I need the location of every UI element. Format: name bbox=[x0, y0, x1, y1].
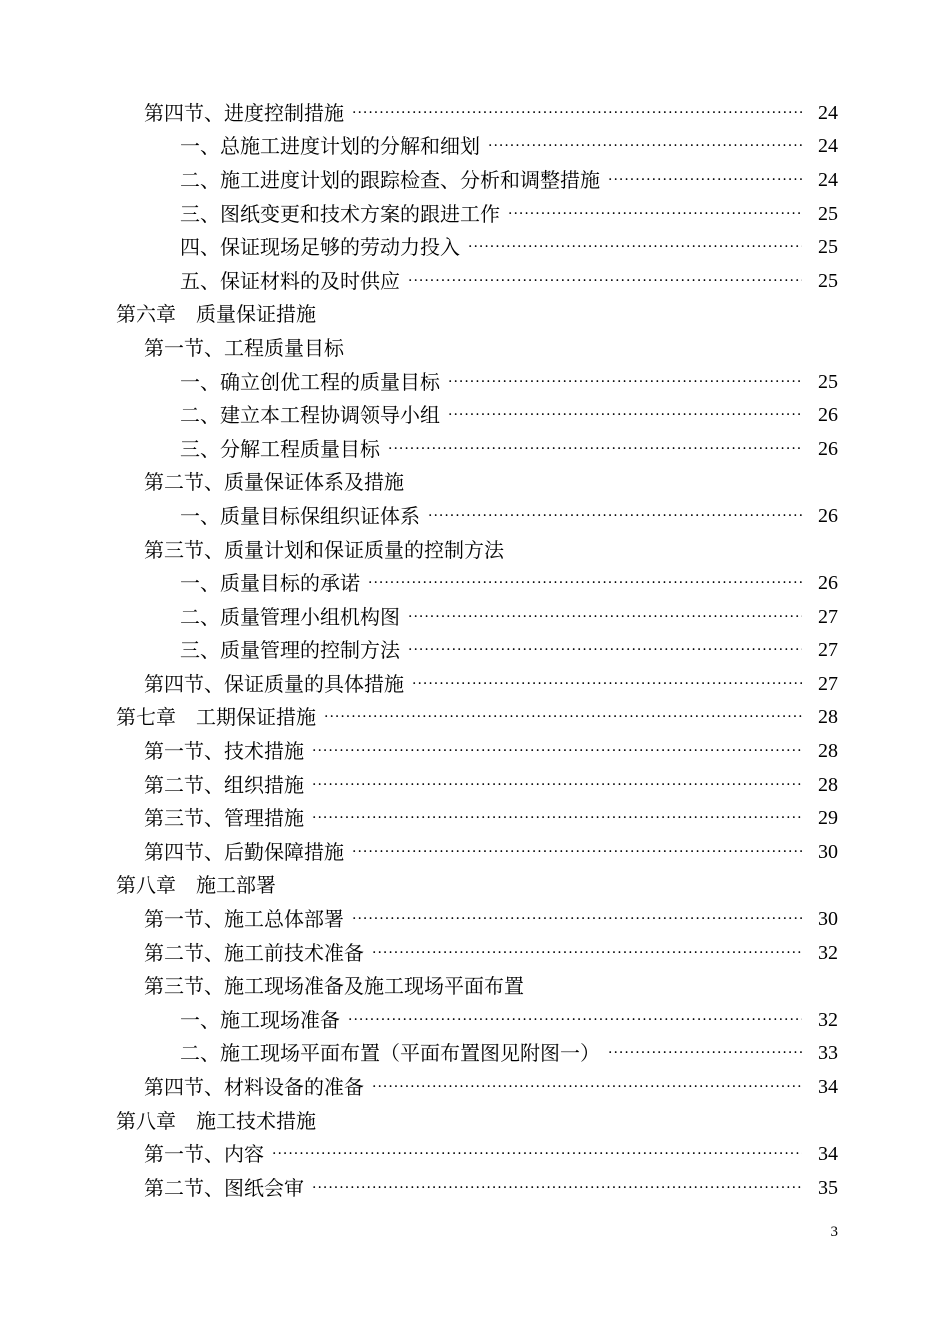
toc-entry bbox=[0, 365, 950, 399]
toc-entry-label: 五、保证材料的及时供应 bbox=[180, 268, 400, 293]
toc-entry-page: 34 bbox=[818, 1076, 838, 1099]
toc-entry-page: 32 bbox=[818, 1008, 838, 1031]
toc-entry-label: 三、质量管理的控制方法 bbox=[180, 638, 400, 663]
toc-leader-dots bbox=[352, 909, 802, 929]
toc-entry bbox=[0, 398, 950, 432]
toc-leader-dots bbox=[348, 1010, 802, 1030]
toc-entry-page: 32 bbox=[818, 941, 838, 964]
toc-entry-label: 第二节、组织措施 bbox=[144, 772, 304, 797]
toc-entry-label: 第一节、内容 bbox=[144, 1142, 264, 1167]
toc-entry-page: 26 bbox=[818, 404, 838, 427]
toc-entry-label: 第八章 施工部署 bbox=[116, 873, 276, 898]
toc-entry-label: 第一节、工程质量目标 bbox=[144, 335, 344, 360]
toc-leader-dots bbox=[408, 271, 802, 291]
toc-entry-label: 一、确立创优工程的质量目标 bbox=[180, 369, 440, 394]
toc-leader-dots bbox=[388, 439, 802, 459]
toc-entry-label: 三、图纸变更和技术方案的跟进工作 bbox=[180, 201, 500, 226]
toc-leader-dots bbox=[312, 1178, 802, 1198]
toc-entry bbox=[0, 331, 950, 365]
toc-entry-label: 一、总施工进度计划的分解和细划 bbox=[180, 134, 480, 159]
toc-entry-label: 一、质量目标的承诺 bbox=[180, 571, 360, 596]
toc-leader-dots bbox=[428, 506, 802, 526]
toc-entry-page: 27 bbox=[818, 672, 838, 695]
toc-entry-page: 24 bbox=[818, 135, 838, 158]
toc-leader-dots bbox=[508, 204, 802, 224]
toc-entry-label: 第四节、进度控制措施 bbox=[144, 100, 344, 125]
toc-leader-dots bbox=[324, 707, 802, 727]
toc-entry bbox=[0, 130, 950, 164]
toc-entry-page: 30 bbox=[818, 908, 838, 931]
toc-entry-label: 二、施工进度计划的跟踪检查、分析和调整措施 bbox=[180, 167, 600, 192]
toc-entry-label: 第三节、管理措施 bbox=[144, 806, 304, 831]
toc-entry bbox=[0, 969, 950, 1003]
toc-entry bbox=[0, 1003, 950, 1037]
toc-entry bbox=[0, 600, 950, 634]
toc-entry-page: 25 bbox=[818, 269, 838, 292]
toc-leader-dots bbox=[468, 237, 802, 257]
toc-entry-page: 28 bbox=[818, 706, 838, 729]
toc-entry-label: 一、质量目标保组织证体系 bbox=[180, 503, 420, 528]
toc-entry bbox=[0, 432, 950, 466]
toc-entry-label: 第三节、施工现场准备及施工现场平面布置 bbox=[144, 974, 524, 999]
toc-entry-label: 第二节、质量保证体系及措施 bbox=[144, 470, 404, 495]
toc-leader-dots bbox=[312, 775, 802, 795]
toc-leader-dots bbox=[312, 741, 802, 761]
toc-entry bbox=[0, 634, 950, 668]
toc-entry bbox=[0, 734, 950, 768]
toc-entry bbox=[0, 566, 950, 600]
toc-entry-label: 二、建立本工程协调领导小组 bbox=[180, 403, 440, 428]
toc-leader-dots bbox=[368, 573, 802, 593]
toc-entry-label: 二、质量管理小组机构图 bbox=[180, 604, 400, 629]
toc-entry bbox=[0, 1137, 950, 1171]
toc-entry-page: 28 bbox=[818, 773, 838, 796]
toc-entry bbox=[0, 466, 950, 500]
toc-entry-label: 一、施工现场准备 bbox=[180, 1007, 340, 1032]
toc-entry-page: 26 bbox=[818, 572, 838, 595]
toc-leader-dots bbox=[272, 1144, 802, 1164]
toc-entry-page: 29 bbox=[818, 807, 838, 830]
toc-entry bbox=[0, 835, 950, 869]
toc-entry-label: 第七章 工期保证措施 bbox=[116, 705, 316, 730]
toc-entry bbox=[0, 667, 950, 701]
toc-leader-dots bbox=[408, 607, 802, 627]
toc-entry bbox=[0, 298, 950, 332]
toc-entry-page: 34 bbox=[818, 1143, 838, 1166]
toc-entry-page: 30 bbox=[818, 840, 838, 863]
toc-entry-label: 第四节、后勤保障措施 bbox=[144, 839, 344, 864]
toc-entry-label: 第三节、质量计划和保证质量的控制方法 bbox=[144, 537, 504, 562]
page-number: 3 bbox=[830, 1224, 838, 1240]
toc-entry bbox=[0, 768, 950, 802]
toc-entry bbox=[0, 499, 950, 533]
toc-entry bbox=[0, 801, 950, 835]
toc-entry bbox=[0, 701, 950, 735]
toc-entry-page: 25 bbox=[818, 236, 838, 259]
toc-entry bbox=[0, 1171, 950, 1205]
toc-leader-dots bbox=[412, 674, 802, 694]
toc-entry bbox=[0, 936, 950, 970]
toc-entry-page: 24 bbox=[818, 168, 838, 191]
toc-leader-dots bbox=[448, 405, 802, 425]
toc-entry-page: 33 bbox=[818, 1042, 838, 1065]
toc-entry-page: 26 bbox=[818, 437, 838, 460]
toc-entry-label: 第一节、施工总体部署 bbox=[144, 907, 344, 932]
toc-entry-label: 二、施工现场平面布置（平面布置图见附图一） bbox=[180, 1041, 600, 1066]
toc-entry bbox=[0, 1104, 950, 1138]
toc-entry bbox=[0, 1037, 950, 1071]
toc-leader-dots bbox=[372, 1077, 802, 1097]
toc-entry-label: 第六章 质量保证措施 bbox=[116, 302, 316, 327]
toc-leader-dots bbox=[352, 842, 802, 862]
toc-entry bbox=[0, 264, 950, 298]
toc-entry bbox=[0, 869, 950, 903]
table-of-contents bbox=[0, 96, 950, 1205]
toc-entry-page: 26 bbox=[818, 504, 838, 527]
toc-entry bbox=[0, 230, 950, 264]
toc-leader-dots bbox=[608, 170, 802, 190]
toc-entry-label: 第八章 施工技术措施 bbox=[116, 1108, 316, 1133]
toc-entry bbox=[0, 197, 950, 231]
toc-leader-dots bbox=[408, 640, 802, 660]
toc-entry-page: 27 bbox=[818, 639, 838, 662]
toc-leader-dots bbox=[448, 372, 802, 392]
toc-entry-page: 25 bbox=[818, 202, 838, 225]
toc-entry-label: 第四节、材料设备的准备 bbox=[144, 1075, 364, 1100]
toc-leader-dots bbox=[608, 1043, 802, 1063]
toc-entry bbox=[0, 1070, 950, 1104]
toc-entry bbox=[0, 902, 950, 936]
toc-entry-label: 第一节、技术措施 bbox=[144, 739, 304, 764]
toc-entry-page: 27 bbox=[818, 605, 838, 628]
toc-entry-label: 三、分解工程质量目标 bbox=[180, 436, 380, 461]
toc-entry-label: 第二节、施工前技术准备 bbox=[144, 940, 364, 965]
toc-leader-dots bbox=[312, 808, 802, 828]
toc-entry-page: 28 bbox=[818, 740, 838, 763]
toc-entry bbox=[0, 163, 950, 197]
toc-entry bbox=[0, 533, 950, 567]
toc-entry-page: 35 bbox=[818, 1176, 838, 1199]
toc-leader-dots bbox=[372, 943, 802, 963]
toc-entry-page: 25 bbox=[818, 370, 838, 393]
toc-leader-dots bbox=[352, 103, 802, 123]
toc-entry-label: 第四节、保证质量的具体措施 bbox=[144, 671, 404, 696]
toc-leader-dots bbox=[488, 136, 802, 156]
toc-entry-label: 第二节、图纸会审 bbox=[144, 1175, 304, 1200]
toc-entry-label: 四、保证现场足够的劳动力投入 bbox=[180, 235, 460, 260]
toc-entry bbox=[0, 96, 950, 130]
toc-entry-page: 24 bbox=[818, 101, 838, 124]
